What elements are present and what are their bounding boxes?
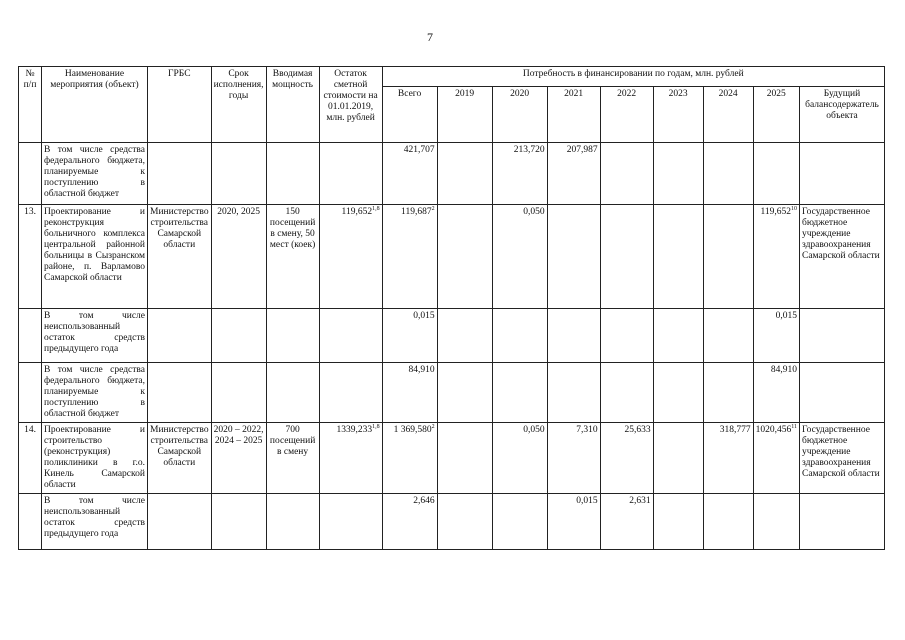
- cell-year-2023: [653, 205, 703, 309]
- cell-remainder: [319, 363, 382, 423]
- cell-term: [211, 363, 266, 423]
- header-holder: Будущий балансодержатель объекта: [799, 87, 884, 143]
- header-term: Срок исполнения, годы: [211, 67, 266, 143]
- cell-no: [19, 205, 42, 309]
- header-need: Потребность в финансировании по годам, млн. рублей: [382, 67, 884, 87]
- cell-year-2020: [492, 363, 547, 423]
- cell-year-2020: [492, 309, 547, 363]
- cell-year-2025: [753, 309, 799, 363]
- cell-value: В том числе неиспользованный остаток средств предыдущего года: [44, 311, 145, 354]
- cell-year-2023: [653, 423, 703, 494]
- cell-value: 25,633: [624, 425, 651, 435]
- cell-remainder: [319, 143, 382, 205]
- cell-no: [19, 494, 42, 550]
- cell-value: 1020,456: [755, 425, 792, 435]
- cell-value: 14.: [24, 425, 36, 435]
- cell-grbs: [148, 309, 212, 363]
- cell-year-2024: [703, 363, 753, 423]
- cell-total: [382, 494, 437, 550]
- cell-grbs: [148, 423, 212, 494]
- cell-capacity: [266, 423, 319, 494]
- cell-value: Проектирование и реконструкция больничного комплекса центральной районной больницы в Сызранском районе, п. Варламово Самарской области: [44, 207, 145, 283]
- financing-table: [18, 66, 885, 550]
- header-capacity: Вводимая мощность: [266, 67, 319, 143]
- cell-name: [42, 423, 148, 494]
- cell-value: В том числе неиспользованный остаток средств предыдущего года: [44, 496, 145, 539]
- table-row: [19, 494, 885, 550]
- table-row: [19, 423, 885, 494]
- cell-year-2023: [653, 143, 703, 205]
- cell-name: [42, 143, 148, 205]
- cell-value: Министерство строительства Самарской области: [150, 425, 209, 468]
- cell-holder: [799, 143, 884, 205]
- cell-year-2022: [600, 309, 653, 363]
- cell-year-2021: [547, 309, 600, 363]
- cell-value: Государственное бюджетное учреждение здравоохранения Самарской области: [801, 207, 880, 261]
- header-total: Всего: [382, 87, 437, 143]
- cell-value: Государственное бюджетное учреждение здравоохранения Самарской области: [801, 425, 880, 479]
- cell-value: 7,310: [576, 425, 598, 435]
- cell-grbs: [148, 363, 212, 423]
- cell-term: [211, 423, 266, 494]
- cell-value: Проектирование и строительство (реконструкция) поликлиники в г.о. Кинель Самарской области: [44, 425, 145, 490]
- cell-year-2020: [492, 205, 547, 309]
- cell-year-2022: [600, 143, 653, 205]
- cell-value: 318,777: [719, 425, 751, 435]
- cell-name: [42, 309, 148, 363]
- table-row: [19, 363, 885, 423]
- cell-value: 84,910: [770, 365, 797, 375]
- cell-holder: [799, 423, 884, 494]
- cell-value: 150 посещений в смену, 50 мест (коек): [269, 207, 316, 250]
- cell-name: [42, 205, 148, 309]
- cell-grbs: [148, 494, 212, 550]
- cell-year-2022: [600, 205, 653, 309]
- cell-remainder: [319, 205, 382, 309]
- cell-year-2024: [703, 494, 753, 550]
- cell-year-2025: [753, 363, 799, 423]
- cell-name: [42, 363, 148, 423]
- cell-term: [211, 494, 266, 550]
- cell-no: [19, 143, 42, 205]
- header-year: 2020: [492, 87, 547, 143]
- cell-value: 0,050: [523, 425, 545, 435]
- cell-no: [19, 309, 42, 363]
- cell-value: 2020, 2025: [217, 207, 260, 217]
- cell-year-2021: [547, 205, 600, 309]
- cell-year-2019: [437, 363, 492, 423]
- cell-year-2021: [547, 143, 600, 205]
- cell-year-2024: [703, 423, 753, 494]
- cell-value: 2,631: [629, 496, 651, 506]
- cell-holder: [799, 363, 884, 423]
- cell-name: [42, 494, 148, 550]
- cell-year-2025: [753, 494, 799, 550]
- cell-value: 2020 – 2022, 2024 – 2025: [213, 425, 264, 446]
- cell-value: 207,987: [566, 145, 598, 155]
- cell-no: [19, 423, 42, 494]
- cell-value: 84,910: [408, 365, 435, 375]
- cell-value: 421,707: [403, 145, 435, 155]
- cell-value: Министерство строительства Самарской области: [150, 207, 209, 250]
- cell-year-2022: [600, 494, 653, 550]
- cell-value: 1 369,580: [393, 425, 432, 435]
- cell-year-2021: [547, 423, 600, 494]
- cell-year-2019: [437, 494, 492, 550]
- cell-holder: [799, 309, 884, 363]
- cell-year-2022: [600, 363, 653, 423]
- cell-value: 0,015: [413, 311, 435, 321]
- footnote-ref: 2: [431, 423, 435, 430]
- cell-term: [211, 309, 266, 363]
- footnote-ref: 10: [790, 205, 797, 212]
- cell-year-2021: [547, 494, 600, 550]
- footnote-ref: 11: [791, 423, 797, 430]
- header-year: 2021: [547, 87, 600, 143]
- header-year: 2019: [437, 87, 492, 143]
- cell-capacity: [266, 143, 319, 205]
- cell-year-2025: [753, 423, 799, 494]
- cell-holder: [799, 205, 884, 309]
- cell-year-2024: [703, 143, 753, 205]
- cell-year-2021: [547, 363, 600, 423]
- table-row: [19, 309, 885, 363]
- cell-term: [211, 205, 266, 309]
- footnote-ref: 1,8: [372, 205, 380, 212]
- cell-year-2023: [653, 363, 703, 423]
- cell-value: 0,015: [775, 311, 797, 321]
- cell-year-2019: [437, 205, 492, 309]
- cell-value: В том числе средства федерального бюджета, планируемые к поступлению в областной бюджет: [44, 145, 145, 199]
- cell-term: [211, 143, 266, 205]
- cell-total: [382, 363, 437, 423]
- cell-remainder: [319, 423, 382, 494]
- cell-year-2020: [492, 423, 547, 494]
- cell-grbs: [148, 143, 212, 205]
- footnote-ref: 1,8: [372, 423, 380, 430]
- header-year: 2023: [653, 87, 703, 143]
- cell-year-2019: [437, 143, 492, 205]
- cell-total: [382, 309, 437, 363]
- cell-holder: [799, 494, 884, 550]
- header-remainder: Остаток сметной стоимости на 01.01.2019, млн. рублей: [319, 67, 382, 143]
- header-year: 2024: [703, 87, 753, 143]
- cell-value: 119,652: [341, 207, 373, 217]
- footnote-ref: 2: [431, 205, 435, 212]
- table-body: [19, 143, 885, 550]
- cell-year-2024: [703, 205, 753, 309]
- cell-value: 2,646: [413, 496, 435, 506]
- cell-capacity: [266, 205, 319, 309]
- cell-year-2019: [437, 423, 492, 494]
- cell-value: В том числе средства федерального бюджета, планируемые к поступлению в областной бюджет: [44, 365, 145, 419]
- cell-remainder: [319, 494, 382, 550]
- header-year: 2022: [600, 87, 653, 143]
- table-row: [19, 205, 885, 309]
- cell-year-2020: [492, 143, 547, 205]
- cell-value: 213,720: [513, 145, 545, 155]
- cell-capacity: [266, 494, 319, 550]
- table-row: [19, 143, 885, 205]
- cell-value: 700 посещений в смену: [269, 425, 316, 457]
- cell-grbs: [148, 205, 212, 309]
- header-row-1: [19, 67, 885, 87]
- cell-year-2020: [492, 494, 547, 550]
- cell-year-2024: [703, 309, 753, 363]
- cell-total: [382, 143, 437, 205]
- cell-capacity: [266, 363, 319, 423]
- cell-year-2025: [753, 143, 799, 205]
- cell-value: 0,015: [576, 496, 598, 506]
- cell-value: 1339,233: [336, 425, 373, 435]
- cell-no: [19, 363, 42, 423]
- cell-year-2019: [437, 309, 492, 363]
- cell-year-2023: [653, 494, 703, 550]
- header-year: 2025: [753, 87, 799, 143]
- cell-total: [382, 423, 437, 494]
- cell-year-2025: [753, 205, 799, 309]
- cell-year-2022: [600, 423, 653, 494]
- cell-year-2023: [653, 309, 703, 363]
- cell-capacity: [266, 309, 319, 363]
- cell-total: [382, 205, 437, 309]
- cell-value: 0,050: [523, 207, 545, 217]
- header-name: Наименование мероприятия (объект): [42, 67, 148, 143]
- cell-value: 119,652: [760, 207, 791, 217]
- header-grbs: ГРБС: [148, 67, 212, 143]
- cell-remainder: [319, 309, 382, 363]
- cell-value: 13.: [24, 207, 36, 217]
- page-number: 7: [427, 30, 433, 44]
- cell-value: 119,687: [401, 207, 432, 217]
- header-no: № п/п: [19, 67, 42, 143]
